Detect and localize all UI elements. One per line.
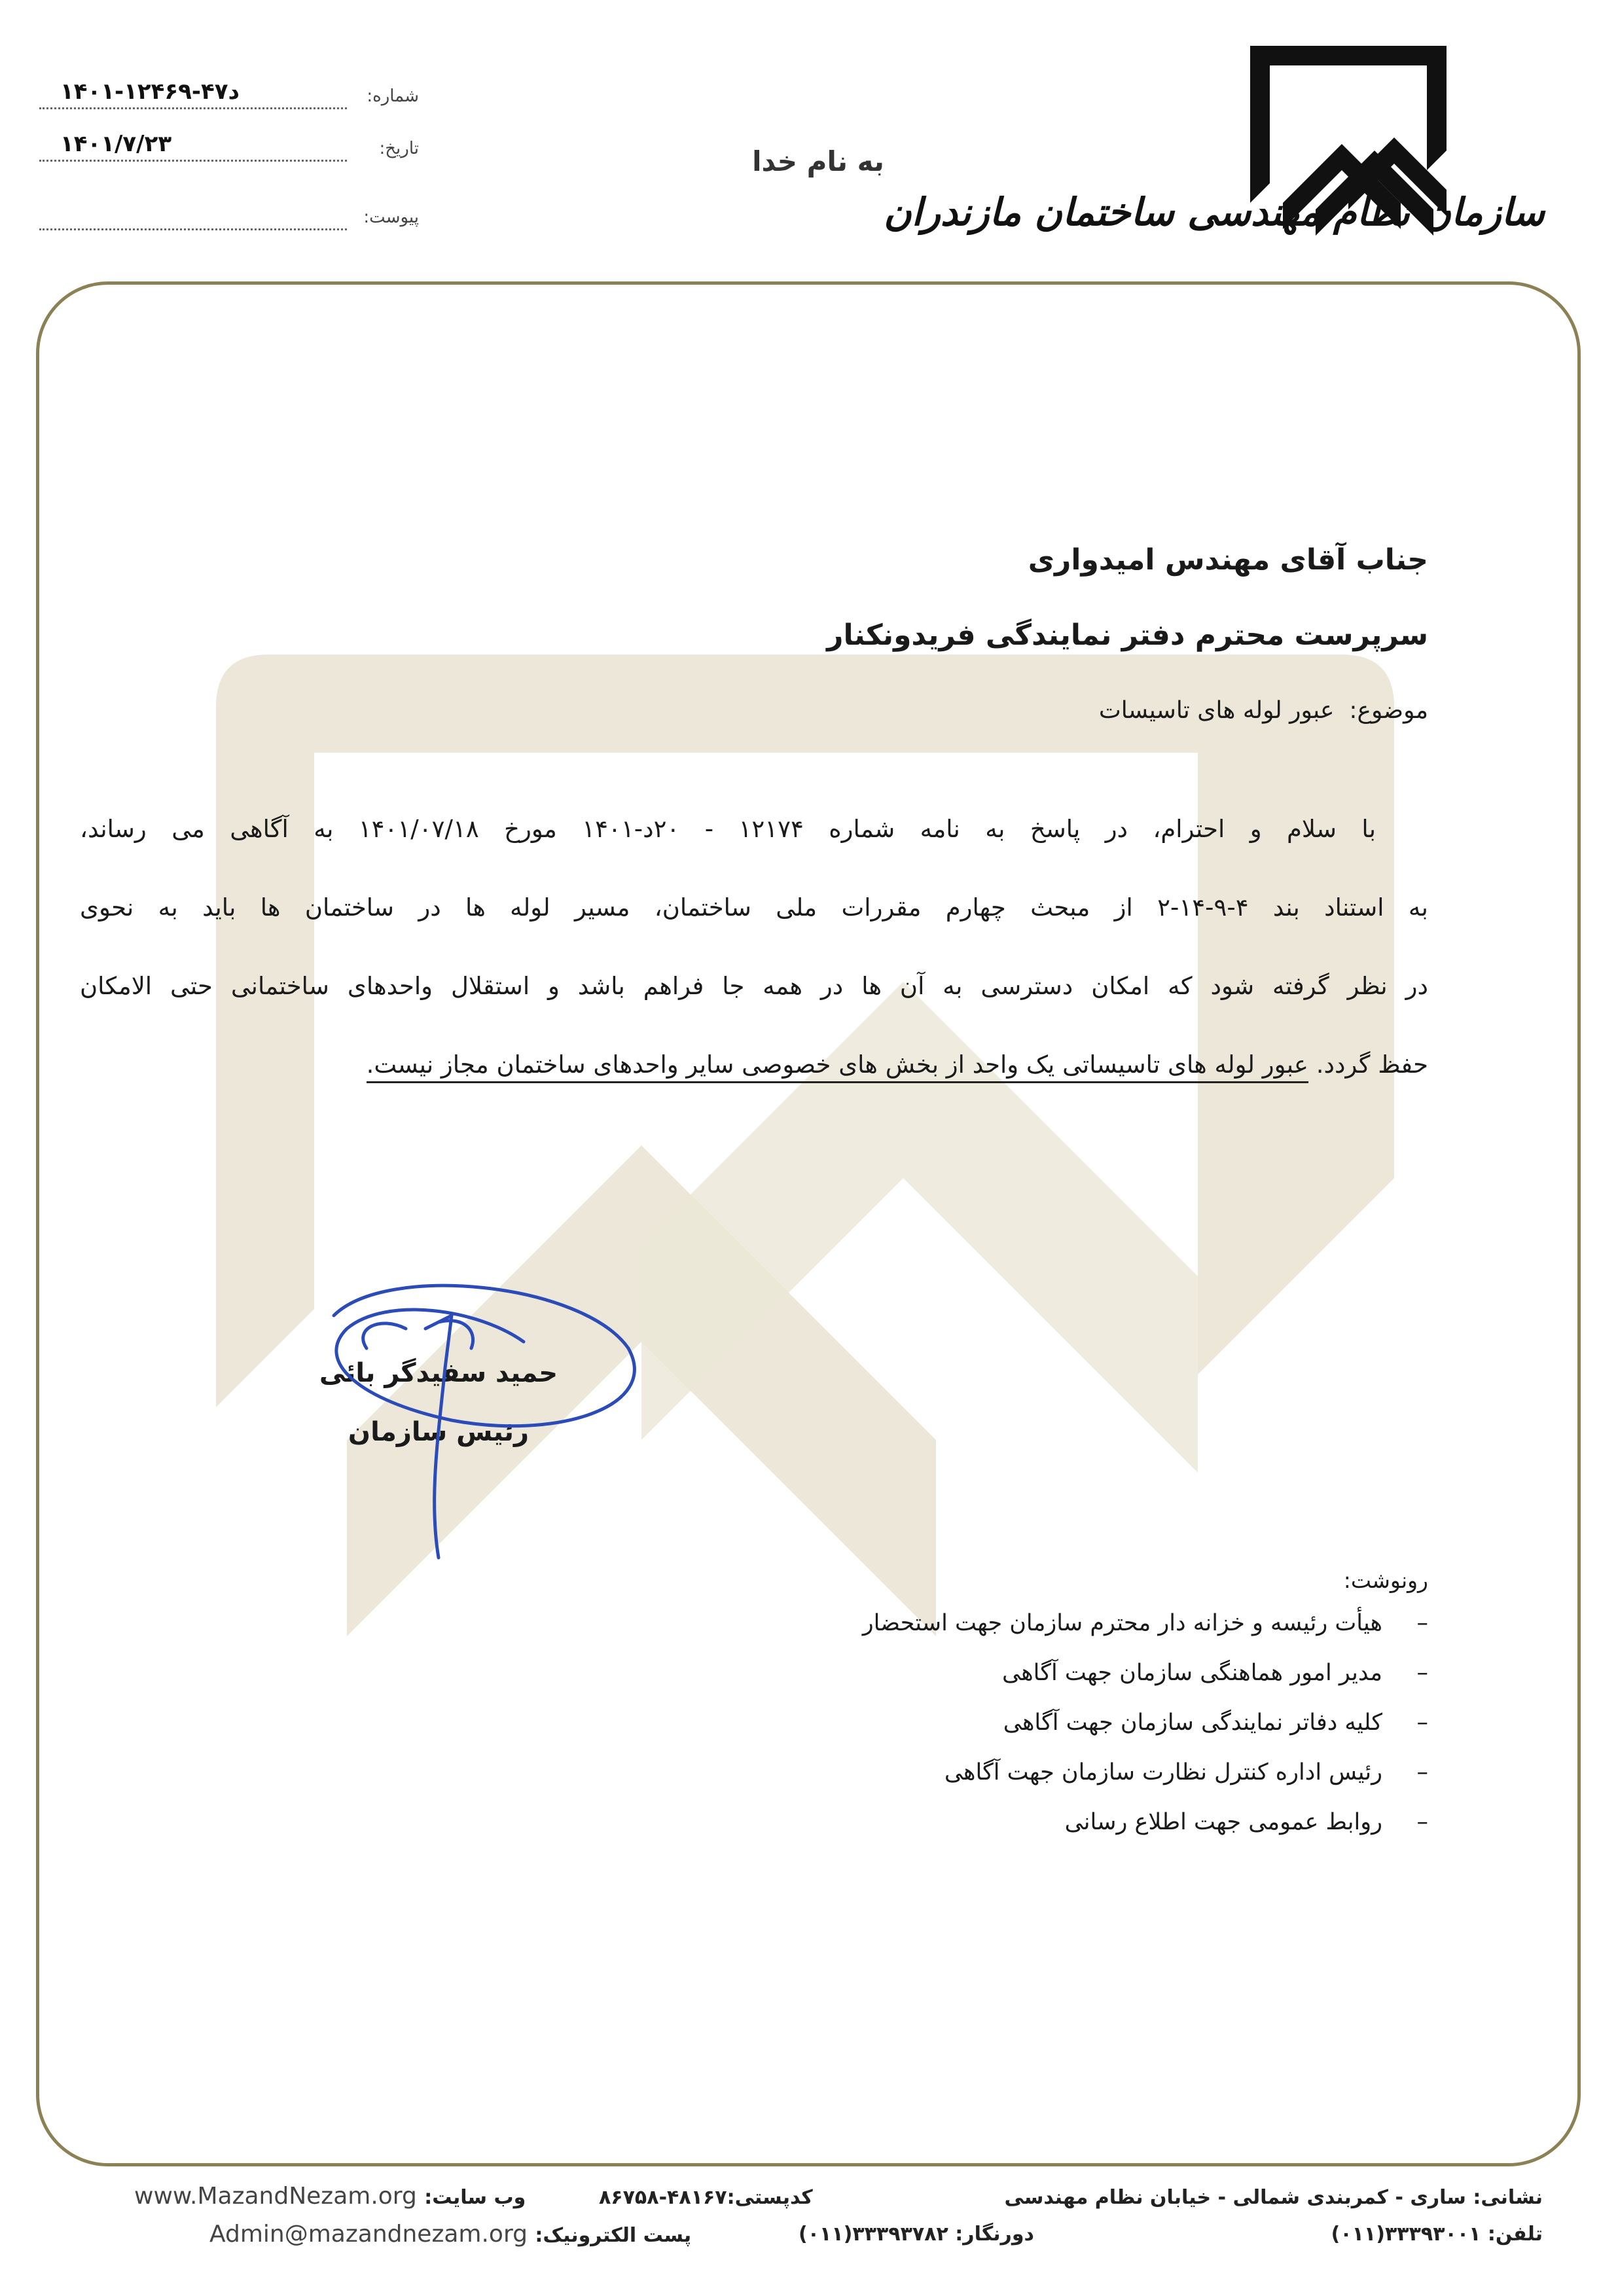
signatory-name: حمید سفیدگر بائی xyxy=(319,1358,558,1388)
subject-label: موضوع: xyxy=(1349,697,1428,724)
number-label: شماره: xyxy=(367,86,419,106)
footer-phone: تلفن: ۳۳۳۹۳۰۰۱(۰۱۱) xyxy=(1331,2223,1543,2246)
letter-number: ۱۴۰۱-د۴۷-۱۲۴۶۹ xyxy=(60,79,240,105)
cc-list xyxy=(863,1610,1428,1859)
website-link[interactable]: www.MazandNezam.org xyxy=(134,2183,417,2210)
handwritten-signature xyxy=(308,1270,648,1571)
footer-fax: دورنگار: ۳۳۳۹۳۷۸۲(۰۱۱) xyxy=(799,2223,1034,2246)
footer-address: نشانی: ساری - کمربندی شمالی - خیابان نظام مهندسی xyxy=(1004,2186,1543,2209)
dotted-line xyxy=(39,160,347,162)
list-item: –رئیس اداره کنترل نظارت سازمان جهت آگاهی xyxy=(944,1759,1428,1785)
website-label: وب سایت: xyxy=(424,2186,526,2209)
basmala: به نام خدا xyxy=(752,145,884,177)
subject-line xyxy=(1099,697,1428,724)
letter-date-row xyxy=(39,131,419,170)
body-line-1: با سلام و احترام، در پاسخ به نامه شماره ۱۲۱۷۴ - ۲۰د-۱۴۰۱ مورخ ۱۴۰۱/۰۷/۱۸ به آگاهی می رساند، xyxy=(80,815,1376,843)
list-item: –کلیه دفاتر نمایندگی سازمان جهت آگاهی xyxy=(1003,1710,1428,1736)
list-dash: – xyxy=(1416,1710,1428,1736)
dotted-line xyxy=(39,107,347,109)
footer-postal-code: کدپستی:۴۸۱۶۷-۸۶۷۵۸ xyxy=(599,2186,813,2209)
cc-label: رونوشت: xyxy=(1343,1568,1428,1593)
attachment-row xyxy=(39,200,419,239)
recipient-title: سرپرست محترم دفتر نمایندگی فریدونکنار xyxy=(827,619,1428,652)
footer-email-row xyxy=(209,2221,691,2248)
date-label: تاریخ: xyxy=(379,139,419,158)
list-dash: – xyxy=(1416,1610,1428,1636)
email-label: پست الکترونیک: xyxy=(535,2224,692,2247)
dotted-line xyxy=(39,228,347,230)
list-item: –روابط عمومی جهت اطلاع رسانی xyxy=(1064,1809,1428,1835)
list-dash: – xyxy=(1416,1660,1428,1686)
body-line-3: در نظر گرفته شود که امکان دسترسی به آن ها در همه جا فراهم باشد و استقلال واحدهای ساختمانی حتی الامکان xyxy=(80,972,1428,1000)
body-line-4-start: حفظ گردد. xyxy=(1316,1050,1428,1079)
list-dash: – xyxy=(1416,1809,1428,1835)
recipient-name: جناب آقای مهندس امیدواری xyxy=(1028,543,1428,577)
list-dash: – xyxy=(1416,1759,1428,1785)
body-line-4 xyxy=(80,1050,1428,1079)
footer-website-row xyxy=(134,2183,526,2210)
signatory-title: رئیس سازمان xyxy=(348,1417,530,1447)
email-link[interactable]: Admin@mazandnezam.org xyxy=(209,2221,528,2248)
attachment-label: پیوست: xyxy=(363,207,419,227)
underlined-statement: عبور لوله های تاسیساتی یک واحد از بخش های خصوصی سایر واحدهای ساختمان مجاز نیست. xyxy=(367,1050,1308,1083)
letter-number-row xyxy=(39,79,419,118)
list-item: –هیأت رئیسه و خزانه دار محترم سازمان جهت استحضار xyxy=(862,1610,1428,1636)
letter-date: ۱۴۰۱/۷/۲۳ xyxy=(60,131,172,157)
list-item: –مدیر امور هماهنگی سازمان جهت آگاهی xyxy=(1002,1660,1428,1686)
subject-value: عبور لوله های تاسیسات xyxy=(1098,697,1335,724)
body-line-2: به استناد بند ۴-۹-۱۴-۲ از مبحث چهارم مقررات ملی ساختمان، مسیر لوله ها در ساختمان ها باید به نحوی xyxy=(80,893,1428,922)
organization-name: سازمان نظام مهندسی ساختمان مازندران xyxy=(884,190,1545,234)
